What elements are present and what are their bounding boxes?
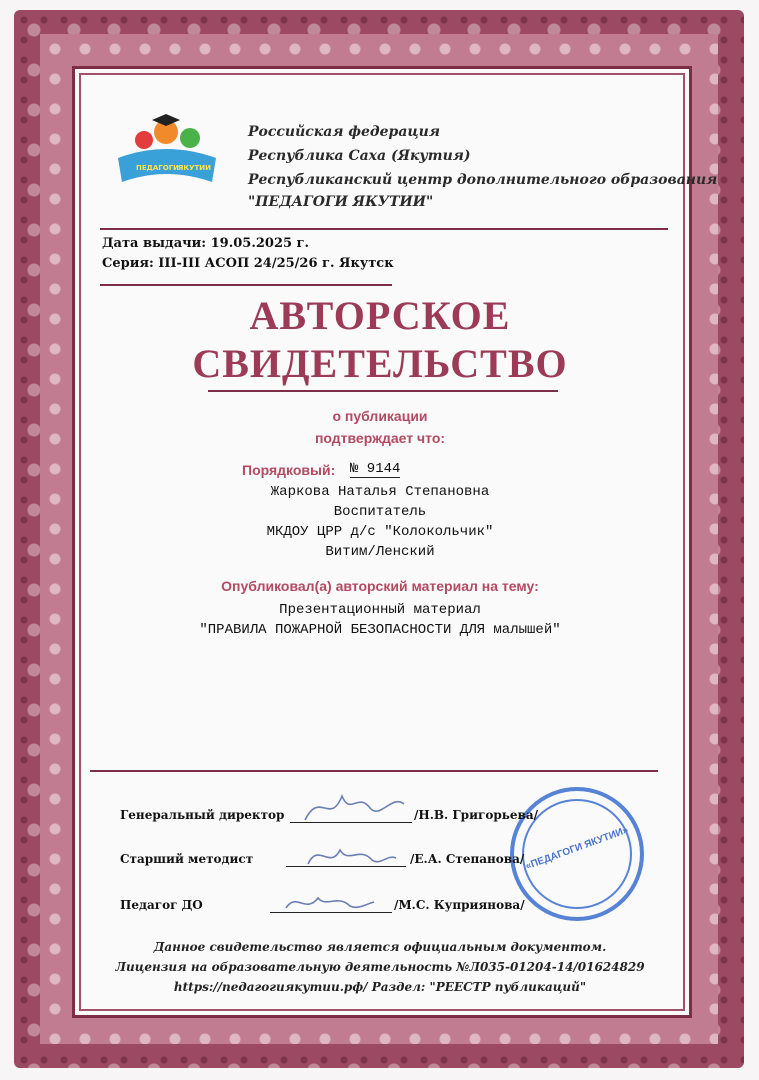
serial-label: Порядковый: [242, 462, 336, 478]
subtitle-confirms: подтверждает что: [314, 430, 446, 446]
footer-license: Лицензия на образовательную деятельность №Л035-01204-14/01624829 [115, 960, 645, 974]
person-organization: МКДОУ ЦРР д/с "Колокольчик" [266, 524, 494, 540]
signature-name-teacher: /М.С. Куприянова/ [394, 898, 525, 912]
publication-heading: Опубликовал(а) авторский материал на тему: [221, 578, 539, 594]
header-republic: Республика Саха (Якутия) [248, 148, 471, 164]
header-country: Российская федерация [248, 124, 440, 140]
signature-role-methodist: Старший методист [120, 852, 254, 866]
title-line-1: АВТОРСКОЕ [249, 293, 511, 338]
handwritten-signature-director [300, 786, 410, 830]
logo-banner-right: ЯКУТИИ [178, 164, 212, 172]
header-org-name: "ПЕДАГОГИ ЯКУТИИ" [248, 194, 434, 210]
series-number: Серия: III-III АСОП 24/25/26 г. Якутск [102, 256, 394, 271]
serial-number: № 9144 [350, 461, 401, 477]
signature-divider [90, 770, 658, 772]
header-divider [100, 228, 668, 230]
title-underline [208, 390, 558, 392]
stamp-center-text: «ПЕДАГОГИ ЯКУТИИ» [524, 824, 630, 873]
title-line-2: СВИДЕТЕЛЬСТВО [192, 341, 568, 386]
person-location: Витим/Ленский [325, 544, 435, 560]
logo-banner-left: ПЕДАГОГИ [136, 164, 180, 172]
signature-name-director: /Н.В. Григорьева/ [414, 808, 538, 822]
person-position: Воспитатель [333, 504, 427, 520]
person-name: Жаркова Наталья Степановна [270, 484, 490, 500]
handwritten-signature-methodist [300, 836, 400, 876]
footer-official-note: Данное свидетельство является официальным документом. [153, 940, 607, 954]
publication-topic: "ПРАВИЛА ПОЖАРНОЙ БЕЗОПАСНОСТИ ДЛЯ малышей" [199, 622, 561, 638]
signature-role-teacher: Педагог ДО [120, 898, 203, 912]
signature-name-methodist: /Е.А. Степанова/ [410, 852, 525, 866]
publication-type: Презентационный материал [279, 602, 481, 618]
meta-divider [100, 284, 392, 286]
subtitle-publication: о публикации [332, 408, 428, 424]
header-center: Республиканский центр дополнительного образования [248, 172, 718, 188]
issue-date: Дата выдачи: 19.05.2025 г. [102, 236, 310, 251]
footer-registry-link[interactable]: https://педагогиякутии.рф/ Раздел: "РЕЕСТР публикаций" [173, 980, 587, 994]
signature-role-director: Генеральный директор [120, 808, 285, 822]
handwritten-signature-teacher [280, 882, 380, 922]
pedagogi-yakutii-logo [108, 110, 226, 192]
